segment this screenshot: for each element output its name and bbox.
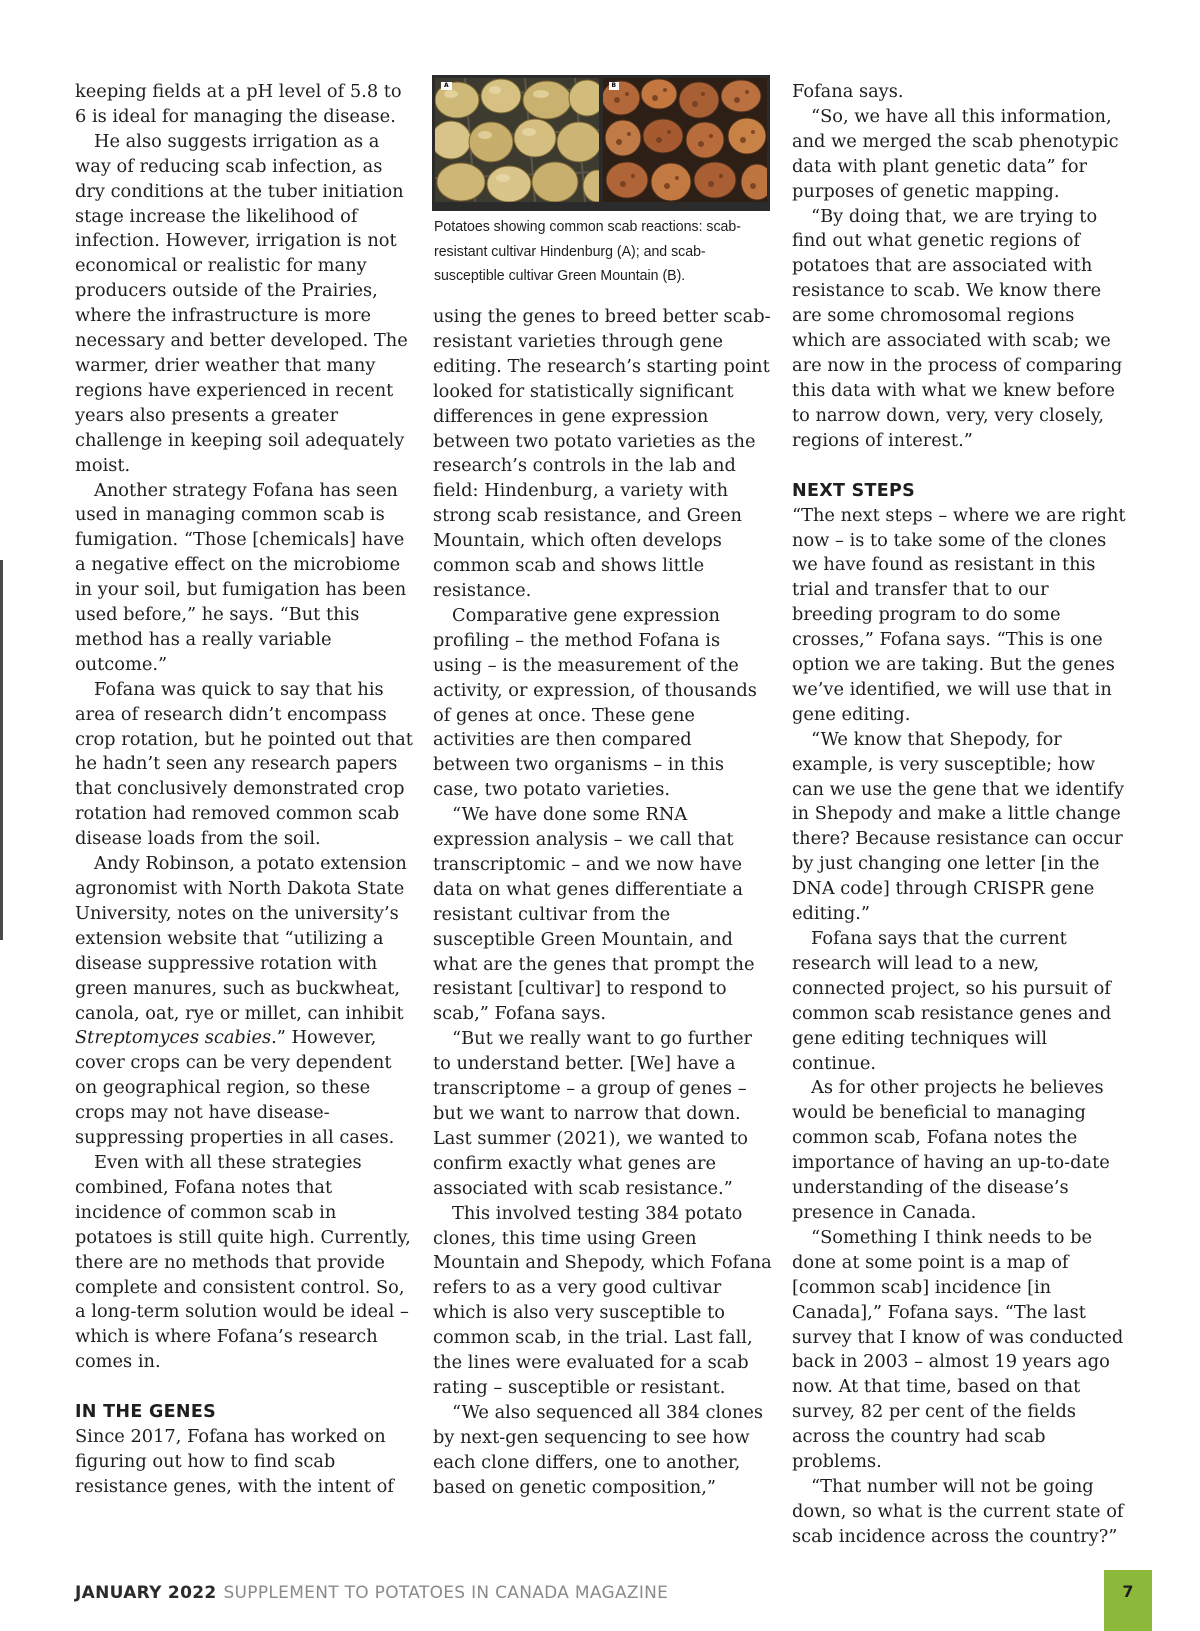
paragraph: This involved testing 384 potato clones, this time using Green Mountain and Shepody, which Fofana refers to as a very good cultivar which is also very susceptible to common scab, in the trial. Last fall, the lines were evaluated for a scab rating – susceptible or resistant. xyxy=(433,1202,772,1398)
photo-label-a: A xyxy=(441,82,452,90)
page-number-box xyxy=(1104,1570,1152,1631)
publication-name: SUPPLEMENT TO POTATOES IN CANADA MAGAZINE xyxy=(223,1583,669,1603)
paragraph: “We have done some RNA expression analysis – we call that transcriptomic – and we now have data on what genes differentiate a resistant cultivar from the susceptible Green Mountain, and what are the genes that prompt the resistant [cultivar] to respond to scab,” Fofana says. xyxy=(433,804,755,1025)
paragraph: keeping fields at a pH level of 5.8 to 6 is ideal for managing the disease. xyxy=(75,81,402,127)
paragraph: “Something I think needs to be done at some point is a map of [common scab] incidence [in Canada],” Fofana says. “The last survey that I know of was conducted back in 2003 – almost 19 years ago now. At that time, based on that survey, 82 per cent of the fields across the country had scab problems. xyxy=(792,1226,1124,1473)
paragraph: Fofana says that the current research will lead to a new, connected project, so his pursuit of common scab resistance genes and gene editing techniques will continue. xyxy=(792,928,1112,1074)
paragraph: “That number will not be going down, so what is the current state of scab incidence across the country?” xyxy=(792,1475,1124,1547)
section-heading-next-steps: NEXT STEPS xyxy=(792,480,916,501)
paragraph: Comparative gene expression profiling – the method Fofana is using – is the measurement of the activity, or expression, of thousands of genes at once. These gene activities are then compared between two organisms – in this case, two potato varieties. xyxy=(433,604,757,801)
article-column-1 xyxy=(75,80,415,1500)
species-name: Streptomyces scabies xyxy=(75,1027,272,1049)
paragraph: Fofana says. xyxy=(792,81,904,102)
green-mountain-potatoes-image xyxy=(603,78,767,202)
paragraph: “So, we have all this information, and we merged the scab phenotypic data with plant genetic data” for purposes of genetic mapping. xyxy=(792,105,1119,202)
text-run: Andy Robinson, a potato extension agronomist with North Dakota State University, notes on the university’s extension website that “utilizing a disease suppressive rotation with green manures, such as buckwheat, canola, oat, rye or millet, can inhibit xyxy=(75,853,407,1024)
paragraph: Another strategy Fofana has seen used in managing common scab is fumigation. “Those [chemicals] have a negative effect on the microbiome in your soil, but fumigation has been used before,” he says. “But this method has a really variable outcome.” xyxy=(75,479,407,675)
photo-panel-b xyxy=(603,78,768,208)
page-edge-shadow xyxy=(0,560,3,940)
potato-photo xyxy=(432,75,770,211)
paragraph: “But we really want to go further to understand better. [We] have a transcriptome – a group of genes – but we want to narrow that down. Last summer (2021), we wanted to confirm exactly what genes are associated with scab resistance.” xyxy=(433,1028,752,1199)
page-footer xyxy=(75,1583,668,1603)
paragraph-robinson xyxy=(75,852,415,1151)
section-heading-in-the-genes: IN THE GENES xyxy=(75,1402,217,1423)
paragraph: As for other projects he believes would be beneficial to managing common scab, Fofana notes the importance of having an up-to-date understanding of the disease’s presence in Canada. xyxy=(792,1077,1110,1223)
paragraph: “We also sequenced all 384 clones by next-gen sequencing to see how each clone differs, one to another, based on genetic composition,” xyxy=(433,1401,763,1498)
article-column-2 xyxy=(433,305,773,1501)
article-column-3 xyxy=(792,80,1132,1550)
paragraph: using the genes to breed better scab-resistant varieties through gene editing. The research’s starting point looked for statistically significant differences in gene expression between two potato varieties as the research’s controls in the lab and field: Hindenburg, a variety with strong scab resistance, and Green Mountain, which often develops common scab and shows little resistance. xyxy=(433,306,771,601)
text-run: .” However, cover crops can be very dependent on geographical region, so these crops may not have disease-suppressing properties in all cases. xyxy=(75,1027,395,1149)
paragraph: Since 2017, Fofana has worked on figuring out how to find scab resistance genes, with the intent of xyxy=(75,1426,394,1497)
hindenburg-potatoes-image xyxy=(435,78,599,202)
issue-date: JANUARY 2022 xyxy=(75,1583,217,1603)
photo-label-b: B xyxy=(609,82,620,90)
paragraph: “The next steps – where we are right now – is to take some of the clones we have found as resistant in this trial and transfer that to our breeding program to do some crosses,” Fofana says. “This is one option we are taking. But the genes we’ve identified, we will use that in gene editing. xyxy=(792,504,1126,725)
page-number: 7 xyxy=(1122,1582,1134,1601)
paragraph: Even with all these strategies combined, Fofana notes that incidence of common scab in potatoes is still quite high. Currently, there are no methods that provide complete and consistent control. So, a long-term solution would be ideal – which is where Fofana’s research comes in. xyxy=(75,1151,411,1373)
photo-caption: Potatoes showing common scab reactions: scab-resistant cultivar Hindenburg (A); and scab-susceptible cultivar Green Mountain (B). xyxy=(434,218,741,285)
paragraph: Fofana was quick to say that his area of research didn’t encompass crop rotation, but he pointed out that he hadn’t seen any research papers that conclusively demonstrated crop rotation had removed common scab disease loads from the soil. xyxy=(75,678,413,850)
paragraph: He also suggests irrigation as a way of reducing scab infection, as dry conditions at the tuber initiation stage increase the likelihood of infection. However, irrigation is not economical or realistic for many producers outside of the Prairies, where the infrastructure is more necessary and better developed. The warmer, drier weather that many regions have experienced in recent years also presents a greater challenge in keeping soil adequately moist. xyxy=(75,130,408,476)
paragraph: “We know that Shepody, for example, is very susceptible; how can we use the gene that we identify in Shepody and make a little change there? Because resistance can occur by just changing one letter [in the DNA code] through CRISPR gene editing.” xyxy=(792,728,1125,925)
paragraph: “By doing that, we are trying to find out what genetic regions of potatoes that are associated with resistance to scab. We know there are some chromosomal regions which are associated with scab; we are now in the process of comparing this data with what we knew before to narrow down, very, very closely, regions of interest.” xyxy=(792,205,1123,451)
photo-panel-a xyxy=(435,78,600,208)
